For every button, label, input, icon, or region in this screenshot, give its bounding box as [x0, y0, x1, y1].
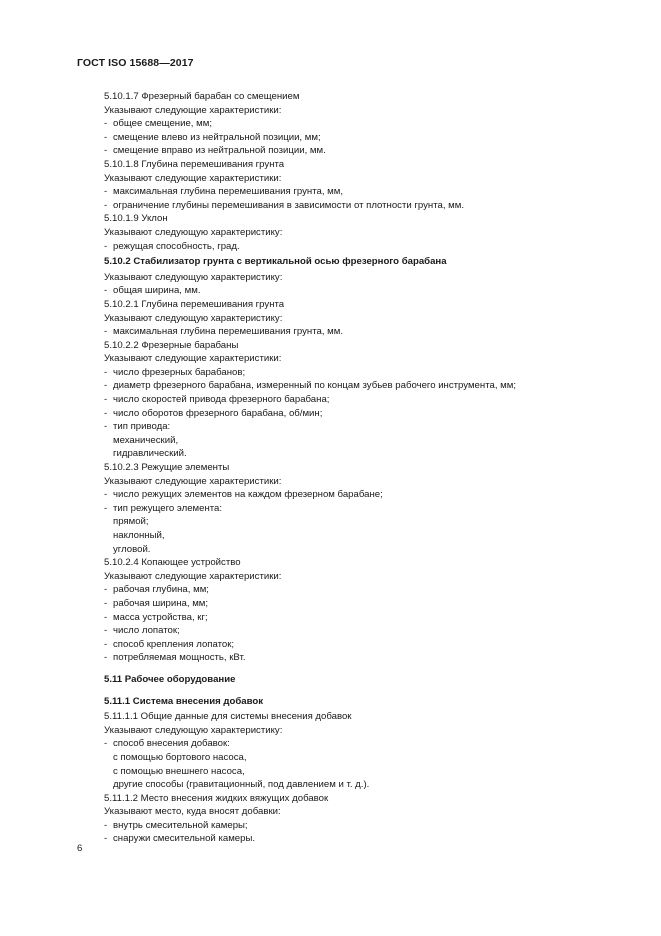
list-item: - рабочая глубина, мм; — [104, 584, 209, 596]
intro-text: Указывают следующие характеристики: — [104, 172, 282, 184]
clause-heading: 5.11.1.2 Место внесения жидких вяжущих добавок — [104, 792, 329, 804]
list-item: - диаметр фрезерного барабана, измеренный по концам зубьев рабочего инструмента, мм; — [104, 380, 517, 392]
intro-text: Указывают следующие характеристики: — [104, 353, 282, 365]
document-header: ГОСТ ISO 15688—2017 — [77, 57, 194, 69]
sub-list-item: механический, — [113, 434, 179, 446]
list-item: - тип привода: — [104, 421, 171, 433]
clause-heading: 5.10.1.8 Глубина перемешивания грунта — [104, 158, 285, 170]
sub-list-item: с помощью внешнего насоса, — [113, 765, 245, 777]
sub-list-item: наклонный, — [113, 530, 165, 541]
intro-text: Указывают следующую характеристику: — [104, 271, 283, 283]
list-item: - число оборотов фрезерного барабана, об/мин; — [104, 407, 323, 419]
clause-heading: 5.10.1.9 Уклон — [104, 213, 168, 225]
clause-heading: 5.10.2.4 Копающее устройство — [104, 557, 241, 569]
list-item: - режущая способность, град. — [104, 240, 240, 252]
intro-text: Указывают следующую характеристику: — [104, 226, 283, 238]
clause-heading: 5.10.1.7 Фрезерный барабан со смещением — [104, 91, 300, 102]
list-item: - способ внесения добавок: — [104, 738, 230, 750]
list-item: - число скоростей привода фрезерного барабана; — [104, 394, 330, 406]
list-item: - смещение вправо из нейтральной позиции, мм. — [104, 145, 326, 157]
list-item: - снаружи смесительной камеры. — [104, 833, 256, 845]
page-number: 6 — [77, 843, 83, 854]
sub-list-item: гидравлический. — [113, 448, 187, 460]
clause-heading: 5.10.2.2 Фрезерные барабаны — [104, 339, 239, 351]
list-item: - число фрезерных барабанов; — [104, 366, 246, 378]
sub-list-item: с помощью бортового насоса, — [113, 751, 247, 763]
section-heading: 5.11 Рабочее оборудование — [104, 673, 236, 685]
intro-text: Указывают место, куда вносят добавки: — [104, 806, 281, 818]
list-item: - максимальная глубина перемешивания грунта, мм. — [104, 326, 344, 338]
intro-text: Указывают следующую характеристику: — [104, 724, 283, 736]
list-item: - общая ширина, мм. — [104, 285, 201, 297]
list-item: - число режущих элементов на каждом фрезерном барабане; — [104, 489, 383, 501]
list-item: - рабочая ширина, мм; — [104, 597, 209, 609]
list-item: - потребляемая мощность, кВт. — [104, 652, 246, 664]
section-heading: 5.11.1 Система внесения добавок — [104, 695, 264, 707]
list-item: - общее смещение, мм; — [104, 118, 212, 130]
sub-list-item: угловой. — [113, 543, 151, 555]
intro-text: Указывают следующую характеристику: — [104, 312, 283, 324]
section-heading: 5.10.2 Стабилизатор грунта с вертикальной осью фрезерного барабана — [104, 256, 447, 268]
list-item: - внутрь смесительной камеры; — [104, 819, 248, 831]
clause-heading: 5.11.1.1 Общие данные для системы внесения добавок — [104, 711, 352, 723]
list-item: - максимальная глубина перемешивания грунта, мм, — [104, 186, 344, 198]
list-item: - ограничение глубины перемешивания в зависимости от плотности грунта, мм. — [104, 199, 465, 211]
list-item: - способ крепления лопаток; — [104, 638, 235, 650]
page-content — [104, 90, 624, 846]
list-item: - масса устройства, кг; — [104, 611, 208, 623]
intro-text: Указывают следующие характеристики: — [104, 104, 282, 116]
clause-heading: 5.10.2.1 Глубина перемешивания грунта — [104, 298, 285, 310]
clause-heading: 5.10.2.3 Режущие элементы — [104, 462, 230, 474]
intro-text: Указывают следующие характеристики: — [104, 475, 282, 487]
list-item: - число лопаток; — [104, 625, 180, 637]
intro-text: Указывают следующие характеристики: — [104, 570, 282, 582]
list-item: - тип режущего элемента: — [104, 502, 223, 514]
sub-list-item: другие способы (гравитационный, под давлением и т. д.). — [113, 779, 370, 791]
list-item: - смещение влево из нейтральной позиции, мм; — [104, 131, 321, 143]
sub-list-item: прямой; — [113, 516, 149, 528]
